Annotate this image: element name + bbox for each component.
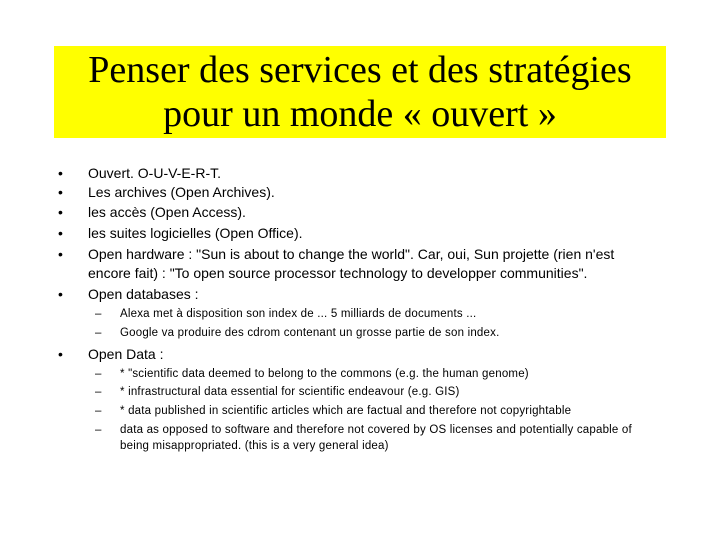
item-text-line-1: Open hardware : "Sun is about to change the world". Car, oui, Sun projette (rien n'est (88, 246, 615, 262)
bullet: • (58, 165, 63, 181)
subitem-text: * "scientific data deemed to belong to the commons (e.g. the human genome) (120, 368, 529, 380)
subitem-text: * data published in scientific articles which are factual and therefore not copyrightable (120, 405, 572, 417)
item-text: Les archives (Open Archives). (88, 184, 275, 200)
title-line-1: Penser des services et des stratégies (88, 49, 632, 91)
item-text: Open Data : (88, 346, 164, 362)
item-text: les suites logicielles (Open Office). (88, 225, 303, 241)
dash: – (95, 368, 102, 380)
title-line-2: pour un monde « ouvert » (163, 93, 557, 135)
subitem-text-line-2: being misappropriated. (this is a very general idea) (120, 440, 389, 452)
item-text-line-2: encore fait) : "To open source processor technology to developper communities". (88, 265, 588, 281)
dash: – (95, 386, 102, 398)
bullet: • (58, 346, 63, 362)
bullet: • (58, 225, 63, 241)
dash: – (95, 327, 102, 339)
subitem-text: * infrastructural data essential for scientific endeavour (e.g. GIS) (120, 386, 460, 398)
bullet: • (58, 286, 63, 302)
dash: – (95, 405, 102, 417)
subitem-text-line-1: data as opposed to software and therefore not covered by OS licenses and potentially capable of (120, 424, 632, 436)
bullet: • (58, 184, 63, 200)
bullet: • (58, 204, 63, 220)
bullet: • (58, 246, 63, 262)
item-text: Open databases : (88, 286, 199, 302)
subitem-text: Google va produire des cdrom contenant un grosse partie de son index. (120, 327, 500, 339)
dash: – (95, 308, 102, 320)
item-text: Ouvert. O-U-V-E-R-T. (88, 165, 222, 181)
subitem-text: Alexa met à disposition son index de ... 5 milliards de documents ... (120, 308, 477, 320)
item-text: les accès (Open Access). (88, 204, 246, 220)
dash: – (95, 424, 102, 436)
